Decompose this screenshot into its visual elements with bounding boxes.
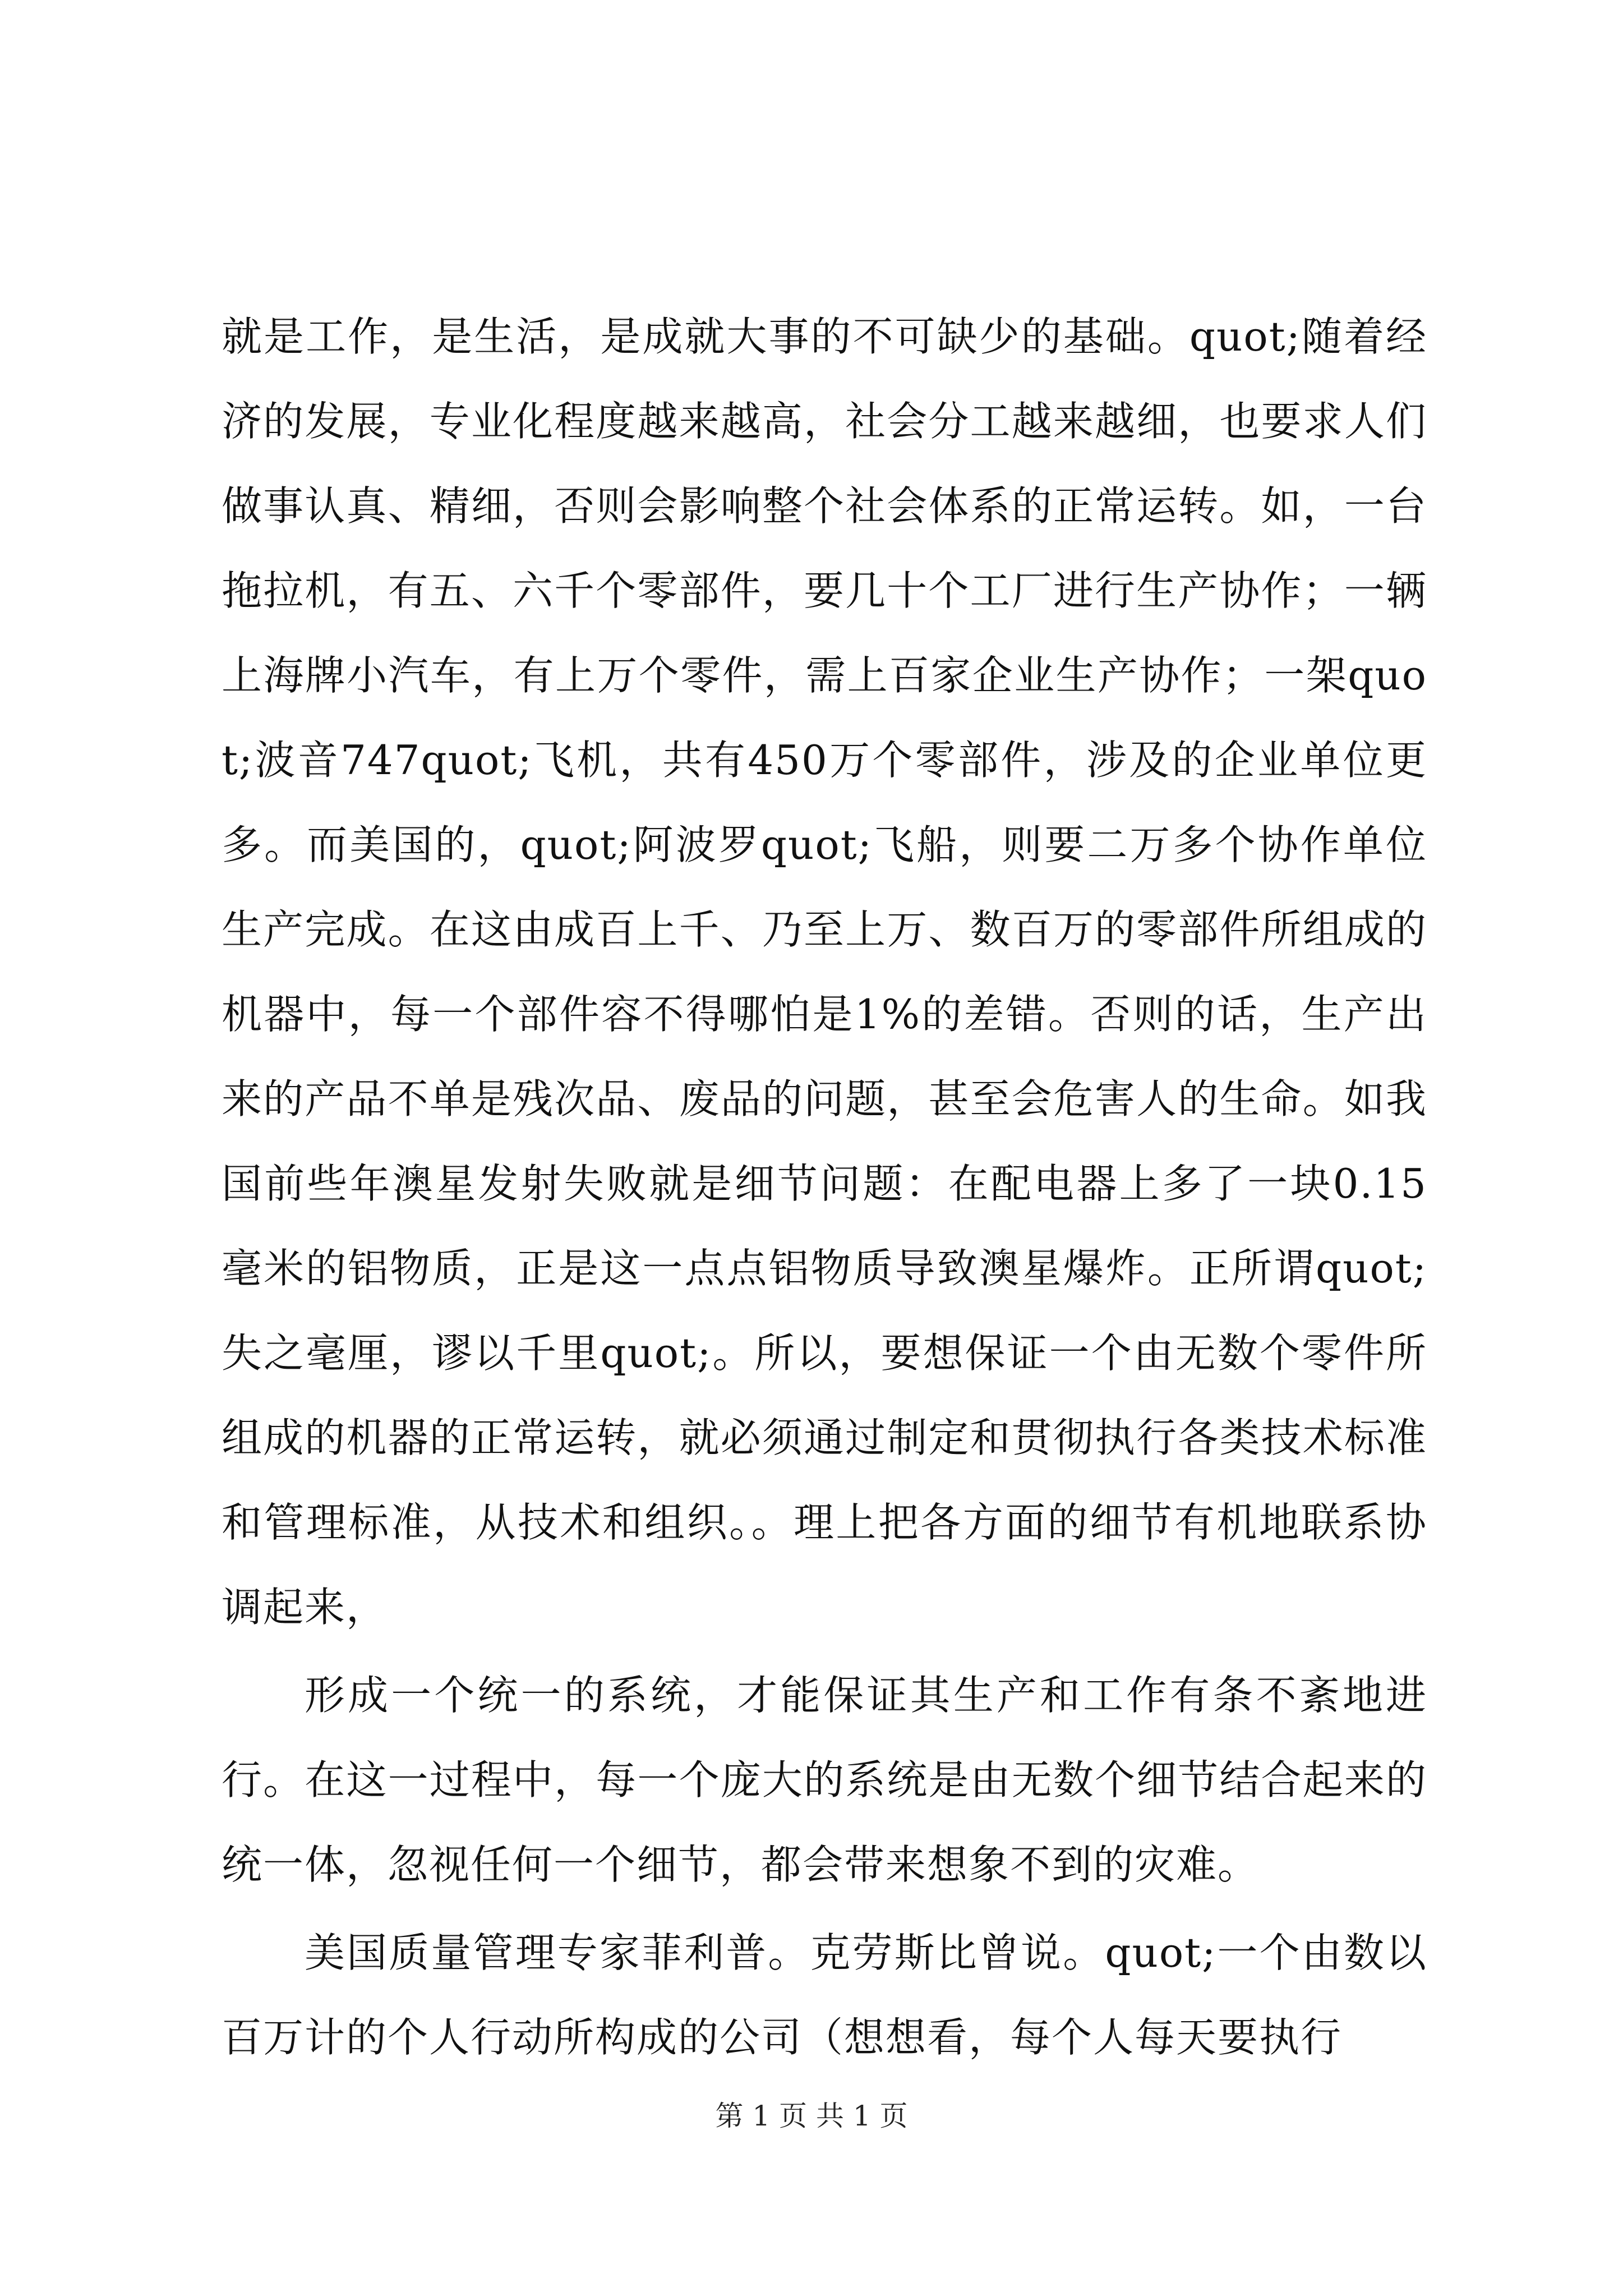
document-body	[222, 295, 1427, 2080]
paragraph-1: 就是工作，是生活，是成就大事的不可缺少的基础。quot;随着经济的发展，专业化程度越来越高，社会分工越来越细，也要求人们做事认真、精细，否则会影响整个社会体系的正常运转。如，一台拖拉机，有五、六千个零部件，要几十个工厂进行生产协作；一辆上海牌小汽车，有上万个零件，需上百家企业生产协作；一架quot;波音747quot;飞机，共有450万个零部件，涉及的企业单位更多。而美国的，quot;阿波罗quot;飞船，则要二万多个协作单位生产完成。在这由成百上千、乃至上万、数百万的零部件所组成的机器中，每一个部件容不得哪怕是1%的差错。否则的话，生产出来的产品不单是残次品、废品的问题，甚至会危害人的生命。如我国前些年澳星发射失败就是细节问题：在配电器上多了一块0.15毫米的铝物质，正是这一点点铝物质导致澳星爆炸。正所谓quot;失之毫厘，谬以千里quot;。所以，要想保证一个由无数个零件所组成的机器的正常运转，就必须通过制定和贯彻执行各类技术标准和管理标准，从技术和组织。。理上把各方面的细节有机地联系协调起来，	[222, 313, 1427, 1631]
paragraph-3: 美国质量管理专家菲利普。克劳斯比曾说。quot;一个由数以百万计的个人行动所构成的公司（想想看，每个人每天要执行	[222, 1929, 1427, 2061]
page-footer: 第 1 页 共 1 页	[715, 2100, 908, 2132]
paragraph-2: 形成一个统一的系统，才能保证其生产和工作有条不紊地进行。在这一过程中，每一个庞大的系统是由无数个细节结合起来的统一体，忽视任何一个细节，都会带来想象不到的灾难。	[222, 1672, 1427, 1888]
